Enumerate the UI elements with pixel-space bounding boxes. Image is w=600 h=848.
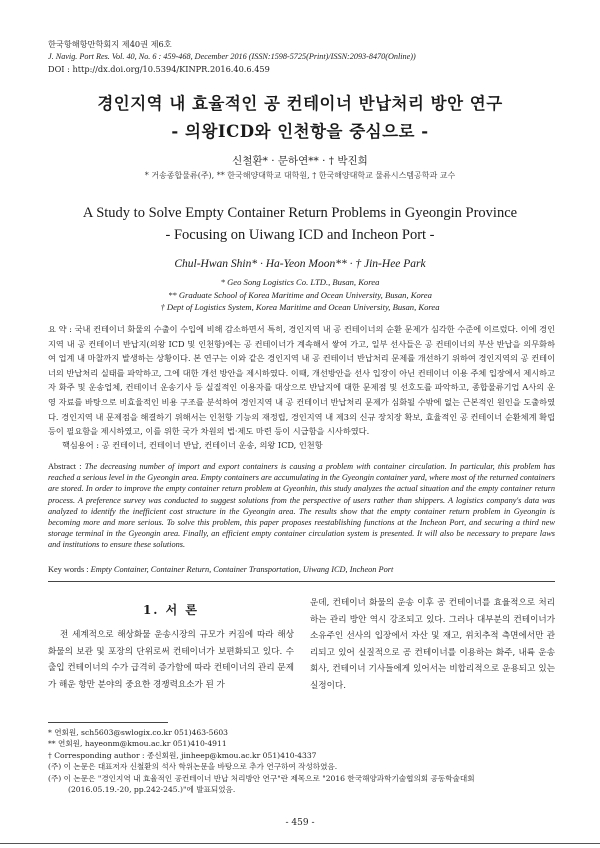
abstract-korean: 요 약 : 국내 컨테이너 화물의 수출이 수입에 비해 감소하면서 특히, 경인지역 내 공 컨테이너의 순환 문제가 심각한 수준에 이르렀다. 이에 경인지역 내 공 컨테이너 반납지(의왕 ICD 및 인천항)에는 공 컨테이너가 계속해서 쌓여 가고, 일부 선사들은 공 컨테이너의 부산 반납을 의무화하여 업계 내 마찰까지 발생하는 상황이다. 본 연구는 이와 같은 경인지역 내 공 컨테이너 반납처리 문제를 개선하기 위하여 경인지역의 공 컨테이너의 반납처리 실태를 파악하고, 그에 대한 개선 방안을 제시하였다. 이때, 개선방안을 선사 입장이 아닌 컨테이너 이용 주체 입장에서 제시하고자 화주 및 운송업체, 컨테이너 운송기사 등 실질적인 이용자를 대상으로 반납지에 대한 문제점 및 선호도를 파악하고, 종합물류기업 A사의 운영 자료를 바탕으로 비효율적인 비용 구조를 분석하여 경인지역 내 공 컨테이너 반납처리 문제가 심화될 수밖에 없는 근본적인 원인을 도출하였다. 경인지역 내 문제점을 해결하기 위해서는 인천항 기능의 재정립, 경인지역 내 제3의 신규 장치장 확보, 효율적인 공 컨테이너 순환체계 확립 등이 필요함을 제시하였고, 이를 위한 국가 차원의 법·제도 마련 등이 시급함을 시사하였다. xyxy=(48,324,555,437)
abstract-label: Abstract : xyxy=(48,462,85,471)
page-number: - 459 - xyxy=(285,818,315,828)
affiliation-en-1: * Geo Song Logistics Co. LTD., Busan, Korea xyxy=(220,277,380,287)
keywords-label: Key words : xyxy=(48,565,91,574)
title-korean: 경인지역 내 효율적인 공 컨테이너 반납처리 방안 연구 xyxy=(97,94,503,113)
authors-english: Chul-Hwan Shin* · Ha-Yeon Moon** · † Jin-Hee Park xyxy=(174,258,426,270)
journal-name-ko: 한국항해항만학회지 제40권 제6호 xyxy=(48,39,172,49)
journal-header xyxy=(48,38,416,76)
footnote-4: (주) 이 논문은 대표저자 신철환의 석사 학위논문을 바탕으로 추가 연구하여 작성하였음. xyxy=(48,762,338,772)
body-column-right: 운데, 컨테이너 화물의 운송 이후 공 컨테이너를 효율적으로 처리하는 관리 방안 역시 강조되고 있다. 그러나 대부분의 컨테이너가 소유주인 선사의 입장에서 자산 및 재고, 위치추적 측면에서만 관리되고 있어 실질적으로 공 컨테이너를 이용하는 화주, 내륙 운송회사, 컨테이너 기사들에게 있어서는 비합리적으로 운용되고 있는 실정이다. xyxy=(310,598,555,691)
footnote-3: † Corresponding author : 종신회원, jinheep@kmou.ac.kr 051)410-4337 xyxy=(48,750,317,760)
page-bottom-rule xyxy=(0,843,600,844)
footnote-6: (2016.05.19.-20, pp.242-245.)"에 발표되었음. xyxy=(68,785,236,795)
keywords-text: Empty Container, Container Return, Container Transportation, Uiwang ICD, Incheon Port xyxy=(90,565,394,574)
affiliation-en-3: † Dept of Logistics System, Korea Maritime and Ocean University, Busan, Korea xyxy=(160,302,440,312)
section-divider xyxy=(48,581,555,582)
subtitle-english: - Focusing on Uiwang ICD and Incheon Port - xyxy=(165,227,435,243)
affiliations-english xyxy=(0,276,600,314)
footnotes xyxy=(48,727,555,795)
title-english: A Study to Solve Empty Container Return Problems in Gyeongin Province xyxy=(82,205,518,221)
affiliation-en-2: ** Graduate School of Korea Maritime and Ocean University, Busan, Korea xyxy=(168,289,432,300)
footnote-2: ** 연회원, hayeonm@kmou.ac.kr 051)410-4911 xyxy=(48,739,227,749)
authors-korean: 신철환* · 문하연** · † 박진희 xyxy=(232,155,368,167)
body-column-left: 전 세계적으로 해상화물 운송시장의 규모가 커짐에 따라 해상화물의 보관 및 포장의 단위로써 컨테이너가 보편화되고 있다. 수출입 컨테이너의 수가 급격히 증가함에 따라 컨테이너의 관리 문제가 해운 항만 분야의 중요한 경쟁력요소가 된 가 xyxy=(48,630,294,690)
journal-doi: DOI : http://dx.doi.org/10.5394/KINPR.2016.40.6.459 xyxy=(48,64,270,74)
keywords-korean: 핵심용어 : 공 컨테이너, 컨테이너 반납, 컨테이너 운송, 의왕 ICD, 인천항 xyxy=(62,440,323,450)
footnote-rule xyxy=(48,722,168,723)
footnote-5: (주) 이 논문은 "경인지역 내 효율적인 공컨테이너 반납 처리방안 연구"란 제목으로 "2016 한국해양과학기술협의회 공동학술대회 xyxy=(48,773,475,783)
footnote-1: * 연회원, sch5603@swlogix.co.kr 051)463-5603 xyxy=(48,728,228,737)
abstract-text: The decreasing number of import and export containers is causing a problem with container circulation. In particular, this problem has reached a serious level in the Gyeongin area. Empty containers are accumulating in the Gyeongin container yard, where most of the returned containers are stored. In order to improve the empty container return problem at Gyeonhin, this study analyzes the actual situation and the empty container return process. A preference survey was conducted to suggest solutions from the perspective of users rather than shippers. A logistics company's data was analyzed to identify the inefficient cost structure in the Gyeongin area. The results show that the empty container return problem in Gyeongin is becoming more and more serious. To solve this problem, this paper proposes reestablishing functions at the Incheon Port, and securing a third new storage terminal in the Gyeongin area. Finally, an efficient empty container circulation system is presented. It will also be necessary to prepare laws and institutions to ensure these solutions. xyxy=(48,462,556,550)
abstract-english xyxy=(48,461,555,551)
journal-citation: J. Navig. Port Res. Vol. 40, No. 6 : 459-468, December 2016 (ISSN:1598-5725(Print)/ISSN:2093-8470(Online)) xyxy=(48,51,416,61)
keywords-english xyxy=(48,565,393,574)
subtitle-korean: - 의왕ICD와 인천항을 중심으로 - xyxy=(171,122,429,141)
section-title-introduction: 1. 서 론 xyxy=(142,603,200,617)
affiliations-korean: * 거송종합물류(주), ** 한국해양대학교 대학원, † 한국해양대학교 물류시스템공학과 교수 xyxy=(144,171,456,180)
